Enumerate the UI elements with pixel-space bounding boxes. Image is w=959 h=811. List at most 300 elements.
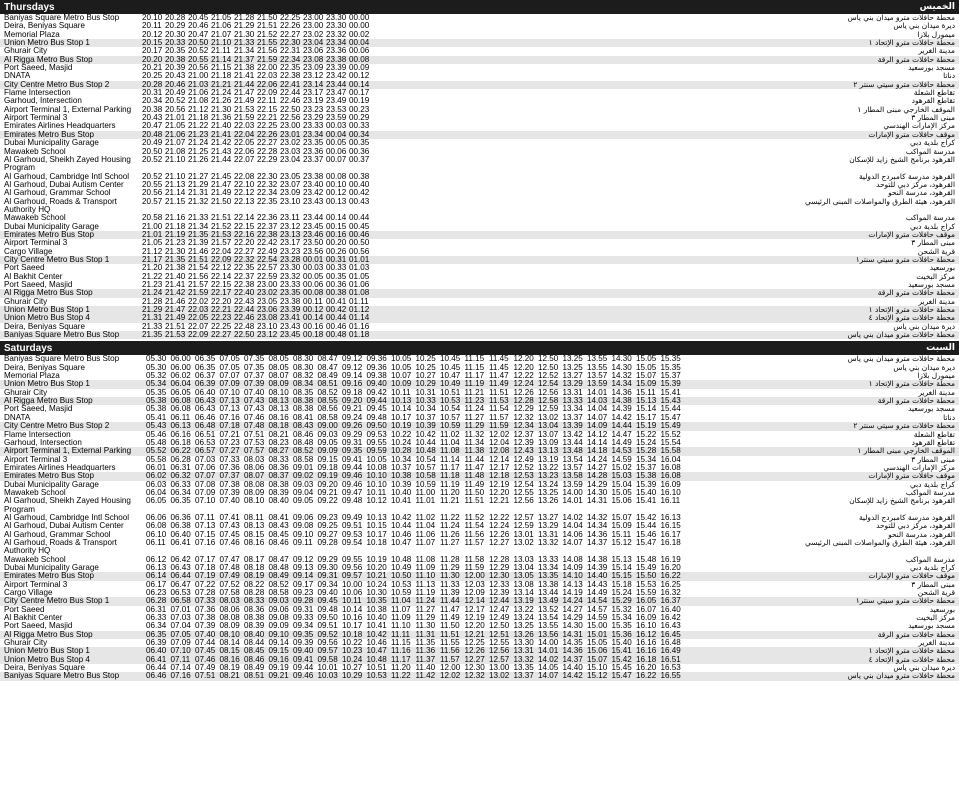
departure-time: 07.22 bbox=[195, 580, 216, 589]
departure-time: 22.26 bbox=[280, 22, 301, 31]
departure-time: 09.57 bbox=[317, 647, 338, 656]
departure-time: 13.27 bbox=[562, 372, 583, 381]
departure-time: 00.16 bbox=[303, 322, 324, 331]
departure-time: 06.58 bbox=[170, 597, 191, 606]
departure-time: 11.49 bbox=[440, 614, 460, 623]
departure-time: 12.09 bbox=[464, 589, 485, 598]
departure-time: 10.14 bbox=[391, 405, 412, 414]
departure-time: 22.14 bbox=[234, 214, 255, 223]
stop-name: Dubai Municipality Garage bbox=[4, 564, 99, 572]
stop-name-arabic: تقاطع الشعلة bbox=[913, 89, 955, 98]
departure-time: 07.44 bbox=[195, 639, 216, 648]
departure-times bbox=[142, 81, 535, 89]
departure-time: 22.15 bbox=[211, 281, 232, 289]
departure-time: 06.02 bbox=[170, 372, 191, 381]
departure-times bbox=[146, 372, 770, 380]
departure-time: 10.05 bbox=[391, 363, 412, 372]
departure-time: 22.08 bbox=[234, 172, 255, 181]
departure-time: 07.16 bbox=[195, 538, 216, 547]
departure-time: 23.33 bbox=[303, 122, 324, 131]
departure-time: 15.35 bbox=[611, 622, 632, 631]
departure-time: 06.35 bbox=[146, 630, 167, 639]
stop-name-arabic: ديرة ميدان بني ياس bbox=[893, 322, 955, 331]
stop-name-arabic: كراج بلدية دبي bbox=[909, 480, 955, 489]
departure-time: 13.02 bbox=[489, 672, 510, 681]
table-row bbox=[0, 397, 959, 405]
departure-time: 06.37 bbox=[195, 372, 216, 381]
departure-time: 14.03 bbox=[587, 397, 608, 406]
departure-time: 10.50 bbox=[391, 572, 412, 581]
departure-time: 07.16 bbox=[219, 413, 240, 422]
departure-time: 11.21 bbox=[440, 497, 460, 506]
departure-time: 14.32 bbox=[587, 513, 608, 522]
departure-time: 07.28 bbox=[195, 589, 216, 598]
departure-time: 22.42 bbox=[257, 239, 278, 248]
stop-name-arabic: القرهود، مدرسة النحو bbox=[888, 530, 955, 539]
departure-time: 12.56 bbox=[538, 388, 559, 397]
stop-name-arabic: محطة حافلات مترو الرقة bbox=[535, 56, 959, 64]
stop-name-arabic: موقف حافلات مترو الإمارات bbox=[535, 231, 959, 239]
departure-time: 21.28 bbox=[142, 297, 163, 306]
departure-time: 21.51 bbox=[165, 322, 186, 331]
departure-time: 20.52 bbox=[142, 155, 163, 164]
departure-time: 10.57 bbox=[415, 463, 436, 472]
table-row bbox=[0, 439, 959, 447]
departure-time: 09.40 bbox=[366, 380, 387, 389]
departure-time: 10.53 bbox=[366, 672, 387, 681]
departure-time: 13.19 bbox=[513, 597, 534, 606]
departure-time: 11.21 bbox=[464, 388, 485, 397]
departure-time: 11.10 bbox=[391, 622, 411, 631]
departure-time: 10.10 bbox=[366, 472, 387, 481]
departure-time: 20.52 bbox=[142, 172, 163, 181]
departure-time: 21.24 bbox=[188, 139, 209, 148]
departure-time: 08.17 bbox=[244, 555, 265, 564]
departure-time: 16.22 bbox=[660, 572, 681, 581]
departure-time: 10.54 bbox=[415, 455, 436, 464]
departure-time: 07.09 bbox=[219, 380, 240, 389]
departure-time: 08.05 bbox=[268, 355, 289, 364]
departure-time: 08.23 bbox=[268, 438, 289, 447]
stop-name: Flame Intersection bbox=[4, 89, 71, 98]
departure-time: 13.01 bbox=[513, 530, 534, 539]
departure-time: 08.46 bbox=[268, 538, 289, 547]
departure-time: 13.26 bbox=[513, 630, 534, 639]
departure-time: 15.49 bbox=[636, 564, 657, 572]
stop-name-arabic: مدرسة المواكب bbox=[905, 147, 955, 156]
departure-time: 14.05 bbox=[538, 664, 559, 673]
stop-name: Union Metro Bus Stop 1 bbox=[0, 380, 146, 388]
departure-time: 08.36 bbox=[268, 463, 289, 472]
departure-time: 15.32 bbox=[611, 605, 632, 614]
departure-time: 16.08 bbox=[660, 463, 681, 472]
departure-time: 15.49 bbox=[660, 422, 681, 431]
departure-time: 08.45 bbox=[244, 647, 265, 656]
departure-time: 07.43 bbox=[244, 405, 265, 414]
stop-name-arabic: القرهود، مدرسة النحو bbox=[888, 189, 955, 198]
departure-time: 00.05 bbox=[326, 139, 347, 148]
departure-time: 13.37 bbox=[513, 672, 534, 681]
departure-time: 20.28 bbox=[142, 80, 163, 89]
departure-time: 14.36 bbox=[562, 647, 583, 656]
departure-time: 06.28 bbox=[146, 597, 167, 606]
departure-time: 09.28 bbox=[293, 597, 314, 606]
departure-time: 09.03 bbox=[293, 480, 314, 489]
departure-time: 08.46 bbox=[293, 430, 314, 439]
stop-name: Ghurair City bbox=[4, 297, 48, 306]
departure-time: 21.34 bbox=[188, 222, 209, 231]
departure-time: 15.47 bbox=[636, 538, 657, 547]
departure-time: 14.47 bbox=[611, 430, 632, 439]
departure-time: 23.59 bbox=[326, 114, 347, 123]
departure-time: 16.10 bbox=[660, 488, 681, 497]
departure-time: 08.46 bbox=[244, 655, 265, 664]
departure-time: 21.29 bbox=[234, 22, 255, 31]
stop-name: Garhoud, Intersection bbox=[4, 97, 82, 106]
stop-name: Union Metro Bus Stop 1 bbox=[0, 39, 142, 47]
departure-times bbox=[146, 405, 770, 413]
departure-time: 11.49 bbox=[464, 480, 485, 489]
departure-time: 14.08 bbox=[562, 555, 583, 564]
departure-times bbox=[142, 14, 535, 22]
departure-time: 11.55 bbox=[440, 639, 460, 648]
departure-time: 23.30 bbox=[326, 22, 347, 31]
departure-time: 21.33 bbox=[188, 214, 209, 223]
departure-time: 09.46 bbox=[342, 472, 363, 481]
departure-time: 07.35 bbox=[244, 355, 265, 364]
departure-time: 22.49 bbox=[257, 247, 278, 256]
departure-time: 22.36 bbox=[257, 214, 278, 223]
departure-time: 20.50 bbox=[188, 39, 209, 48]
departure-time: 11.51 bbox=[464, 497, 485, 506]
departure-time: 22.25 bbox=[280, 14, 301, 22]
departure-time: 12.50 bbox=[489, 622, 510, 631]
departure-time: 16.13 bbox=[660, 513, 681, 522]
thursdays-section bbox=[0, 0, 959, 339]
departure-time: 08.48 bbox=[293, 438, 314, 447]
departure-time: 07.39 bbox=[219, 488, 240, 497]
departure-time: 01.11 bbox=[349, 297, 369, 306]
departure-time: 12.44 bbox=[489, 597, 510, 606]
departure-time: 21.16 bbox=[165, 214, 186, 223]
departure-time: 09.02 bbox=[293, 472, 314, 481]
departure-time: 13.27 bbox=[538, 513, 559, 522]
departure-time: 15.10 bbox=[587, 664, 608, 673]
departure-time: 21.07 bbox=[211, 30, 232, 39]
departure-time: 09.18 bbox=[317, 463, 338, 472]
departure-time: 07.48 bbox=[244, 422, 265, 431]
departure-time: 10.11 bbox=[391, 388, 411, 397]
stop-name-arabic: مسجد بورسعيد bbox=[908, 281, 955, 289]
departure-time: 21.15 bbox=[165, 197, 186, 206]
departure-time: 00.46 bbox=[349, 230, 370, 239]
departure-time: 21.33 bbox=[234, 39, 255, 48]
departure-time: 06.00 bbox=[170, 355, 191, 364]
departure-time: 07.07 bbox=[219, 372, 240, 381]
table-row bbox=[0, 223, 959, 231]
departure-time: 01.03 bbox=[349, 264, 370, 273]
departure-time: 11.19 bbox=[464, 380, 485, 389]
table-row bbox=[0, 389, 959, 397]
table-row bbox=[0, 372, 959, 380]
departure-time: 09.14 bbox=[342, 372, 363, 381]
departure-time: 10.00 bbox=[342, 580, 363, 589]
departure-time: 08.47 bbox=[268, 555, 289, 564]
departure-time: 00.42 bbox=[326, 306, 347, 315]
departure-time: 21.41 bbox=[234, 72, 255, 81]
departure-time: 10.49 bbox=[391, 564, 412, 572]
departure-time: 09.51 bbox=[342, 522, 363, 531]
departure-time: 23.00 bbox=[280, 122, 301, 131]
departure-time: 00.06 bbox=[349, 47, 370, 56]
departure-times bbox=[146, 631, 770, 639]
departure-time: 09.15 bbox=[317, 455, 338, 464]
stop-name-arabic: بورسعيد bbox=[929, 264, 955, 273]
stop-name-arabic: القرهود مدرسة كامبردج الدولية bbox=[858, 172, 955, 181]
departure-time: 22.03 bbox=[188, 306, 209, 315]
departure-time: 12.04 bbox=[489, 438, 510, 447]
table-row bbox=[0, 131, 959, 139]
departure-time: 14.13 bbox=[562, 580, 583, 589]
departure-time: 15.02 bbox=[611, 463, 632, 472]
departure-time: 06.18 bbox=[170, 438, 191, 447]
departure-time: 16.12 bbox=[636, 630, 657, 639]
departure-times bbox=[146, 597, 770, 605]
departure-time: 11.11 bbox=[391, 630, 411, 639]
stop-name: Airport Terminal 1, External Parking bbox=[0, 447, 146, 455]
departure-time: 10.23 bbox=[342, 647, 363, 656]
departure-times bbox=[146, 606, 770, 614]
departure-time: 20.52 bbox=[188, 47, 209, 56]
departure-time: 09.04 bbox=[293, 488, 314, 497]
departure-time: 13.33 bbox=[538, 555, 559, 564]
departure-time: 20.46 bbox=[165, 80, 186, 89]
departure-time: 22.07 bbox=[234, 155, 255, 164]
departure-time: 22.40 bbox=[234, 289, 255, 298]
departure-times bbox=[142, 173, 535, 181]
departure-time: 22.31 bbox=[280, 47, 301, 56]
departure-time: 21.12 bbox=[142, 247, 163, 256]
departure-time: 09.58 bbox=[317, 655, 338, 664]
departure-time: 21.35 bbox=[142, 331, 163, 340]
departure-time: 09.11 bbox=[293, 538, 313, 547]
departure-time: 23.32 bbox=[326, 30, 347, 39]
departure-time: 16.11 bbox=[660, 497, 681, 506]
departure-time: 13.29 bbox=[538, 522, 559, 531]
departure-time: 07.51 bbox=[195, 672, 216, 681]
departure-time: 23.37 bbox=[303, 155, 324, 164]
departure-time: 10.21 bbox=[366, 572, 387, 581]
table-row bbox=[0, 380, 959, 388]
departure-time: 06.43 bbox=[195, 405, 216, 414]
departure-time: 12.30 bbox=[464, 664, 485, 673]
departure-time: 22.27 bbox=[257, 139, 278, 148]
table-row bbox=[0, 456, 959, 464]
departure-time: 13.35 bbox=[538, 572, 559, 581]
departure-time: 12.21 bbox=[489, 497, 510, 506]
departure-time: 09.08 bbox=[268, 614, 289, 623]
departure-time: 09.33 bbox=[293, 614, 314, 623]
departure-time: 11.27 bbox=[440, 538, 460, 547]
departure-time: 13.54 bbox=[538, 614, 559, 623]
departure-time: 10.58 bbox=[415, 472, 436, 481]
departure-time: 14.31 bbox=[587, 497, 608, 506]
departure-time: 23.35 bbox=[303, 139, 324, 148]
departure-time: 14.34 bbox=[587, 522, 608, 531]
departure-time: 13.56 bbox=[538, 630, 559, 639]
departure-time: 00.26 bbox=[326, 247, 347, 256]
departure-time: 08.39 bbox=[268, 488, 289, 497]
departure-time: 08.30 bbox=[293, 355, 314, 364]
departure-time: 21.22 bbox=[142, 272, 163, 281]
departure-time: 22.12 bbox=[234, 189, 255, 198]
stop-name: Port Saeed, Masjid bbox=[4, 281, 73, 289]
departure-time: 07.16 bbox=[170, 672, 191, 681]
departure-time: 10.27 bbox=[415, 372, 436, 381]
departure-time: 16.42 bbox=[660, 614, 681, 623]
stop-name: DNATA bbox=[4, 413, 31, 422]
stop-name-arabic: محطة حافلات مترو ميدان بني ياس bbox=[535, 331, 959, 339]
departure-time: 10.54 bbox=[440, 405, 461, 414]
departure-times bbox=[142, 31, 535, 39]
departure-time: 20.56 bbox=[165, 105, 186, 114]
departure-time: 11.34 bbox=[464, 438, 485, 447]
departure-time: 10.38 bbox=[391, 472, 412, 481]
departure-time: 09.12 bbox=[342, 355, 363, 364]
departure-time: 10.53 bbox=[440, 397, 461, 406]
departure-time: 16.19 bbox=[660, 555, 681, 564]
departure-time: 21.38 bbox=[234, 64, 255, 73]
stop-name: Port Saeed, Masjid bbox=[4, 622, 73, 631]
departure-time: 00.11 bbox=[303, 297, 323, 306]
departure-time: 14.42 bbox=[562, 672, 583, 681]
stop-name: Al Rigga Metro Bus Stop bbox=[0, 289, 142, 297]
departure-time: 00.38 bbox=[326, 289, 347, 298]
departure-time: 06.34 bbox=[170, 488, 191, 497]
departure-time: 06.42 bbox=[170, 555, 191, 564]
departure-time: 09.20 bbox=[342, 397, 363, 406]
departure-time: 08.58 bbox=[317, 413, 338, 422]
departure-time: 11.39 bbox=[440, 589, 460, 598]
departure-times bbox=[142, 256, 535, 264]
departure-times bbox=[142, 56, 535, 64]
departure-time: 09.28 bbox=[317, 538, 338, 547]
departure-time: 12.49 bbox=[489, 614, 510, 623]
departure-time: 11.29 bbox=[415, 614, 436, 623]
departure-time: 15.03 bbox=[611, 472, 632, 481]
departure-time: 22.13 bbox=[234, 197, 255, 206]
departure-time: 21.45 bbox=[211, 172, 232, 181]
departure-time: 22.35 bbox=[257, 197, 278, 206]
departure-time: 11.14 bbox=[440, 455, 460, 464]
table-row bbox=[0, 139, 959, 147]
departure-time: 06.46 bbox=[146, 672, 167, 681]
departure-time: 08.07 bbox=[244, 472, 265, 481]
stop-name-arabic: القرهود، مركز دبي للتوحد bbox=[876, 522, 955, 531]
departure-time: 00.36 bbox=[349, 147, 370, 156]
departure-time: 14.09 bbox=[562, 564, 583, 572]
stop-name: Al Garhoud, Dubai Autism Center bbox=[4, 180, 124, 189]
departure-time: 20.34 bbox=[142, 97, 163, 106]
table-row bbox=[0, 564, 959, 572]
departure-time: 15.58 bbox=[660, 447, 681, 456]
departure-time: 10.08 bbox=[366, 463, 387, 472]
stop-name: Port Saeed, Masjid bbox=[4, 64, 73, 73]
departure-times bbox=[146, 481, 770, 489]
stop-name: Emirates Metro Bus Stop bbox=[0, 231, 142, 239]
departure-time: 09.49 bbox=[342, 513, 363, 522]
departure-time: 08.41 bbox=[293, 413, 314, 422]
departure-time: 12.51 bbox=[489, 630, 510, 639]
departure-time: 12.50 bbox=[538, 355, 559, 364]
departure-time: 08.44 bbox=[244, 639, 265, 648]
departure-time: 23.34 bbox=[303, 130, 324, 139]
departure-time: 23.47 bbox=[326, 89, 347, 98]
stop-name: Baniyas Square Metro Bus Stop bbox=[4, 14, 120, 22]
departure-time: 20.43 bbox=[165, 72, 186, 81]
departure-time: 01.18 bbox=[349, 331, 370, 340]
departure-time: 10.42 bbox=[415, 430, 436, 439]
departure-time: 20.30 bbox=[165, 30, 186, 39]
stop-name: Cargo Village bbox=[4, 247, 53, 256]
departure-time: 14.42 bbox=[611, 413, 632, 422]
departure-time: 09.47 bbox=[342, 488, 363, 497]
departure-time: 08.33 bbox=[268, 455, 289, 464]
departure-time: 07.18 bbox=[219, 422, 240, 431]
stop-name: Baniyas Square Metro Bus Stop bbox=[0, 331, 142, 339]
departure-time: 08.51 bbox=[317, 380, 338, 389]
departure-time: 22.32 bbox=[257, 180, 278, 189]
departure-time: 21.59 bbox=[257, 55, 278, 64]
departure-time: 07.13 bbox=[195, 522, 216, 531]
departure-time: 11.59 bbox=[464, 564, 485, 572]
departure-time: 15.05 bbox=[636, 355, 657, 364]
departure-time: 21.52 bbox=[211, 222, 232, 231]
departure-time: 21.18 bbox=[165, 222, 186, 231]
departure-time: 10.24 bbox=[366, 580, 387, 589]
departure-time: 07.09 bbox=[195, 488, 216, 497]
departure-time: 22.05 bbox=[188, 314, 209, 323]
departure-time: 20.43 bbox=[142, 114, 163, 123]
departure-time: 09.41 bbox=[293, 655, 314, 664]
stop-name-arabic: قرية الشحن bbox=[917, 589, 955, 598]
stop-name: Union Metro Bus Stop 1 bbox=[0, 647, 146, 655]
stop-name: Emirates Metro Bus Stop bbox=[0, 472, 146, 480]
departure-time: 06.39 bbox=[195, 380, 216, 389]
departure-time: 07.46 bbox=[219, 538, 240, 547]
stop-name: Airport Terminal 3 bbox=[4, 239, 68, 248]
departure-time: 21.03 bbox=[188, 80, 209, 89]
departure-time: 08.49 bbox=[244, 664, 265, 673]
departure-time: 14.35 bbox=[562, 639, 583, 648]
departure-time: 06.13 bbox=[146, 564, 167, 572]
departure-time: 22.37 bbox=[234, 272, 255, 281]
departure-time: 21.29 bbox=[188, 180, 209, 189]
departure-time: 12.19 bbox=[464, 614, 485, 623]
departure-time: 23.40 bbox=[303, 180, 324, 189]
departure-time: 20.57 bbox=[142, 197, 163, 206]
stop-name: Deira, Beniyas Square bbox=[4, 322, 85, 331]
departure-time: 07.03 bbox=[170, 614, 191, 623]
stop-name-arabic: مدينة الغرير bbox=[918, 297, 955, 306]
departure-time: 10.38 bbox=[366, 605, 387, 614]
departure-time: 14.31 bbox=[562, 630, 583, 639]
departure-time: 00.56 bbox=[349, 247, 370, 256]
departure-time: 10.40 bbox=[366, 614, 387, 623]
departure-time: 22.34 bbox=[280, 55, 301, 64]
departure-time: 13.35 bbox=[513, 664, 534, 673]
departure-time: 10.25 bbox=[415, 363, 436, 372]
